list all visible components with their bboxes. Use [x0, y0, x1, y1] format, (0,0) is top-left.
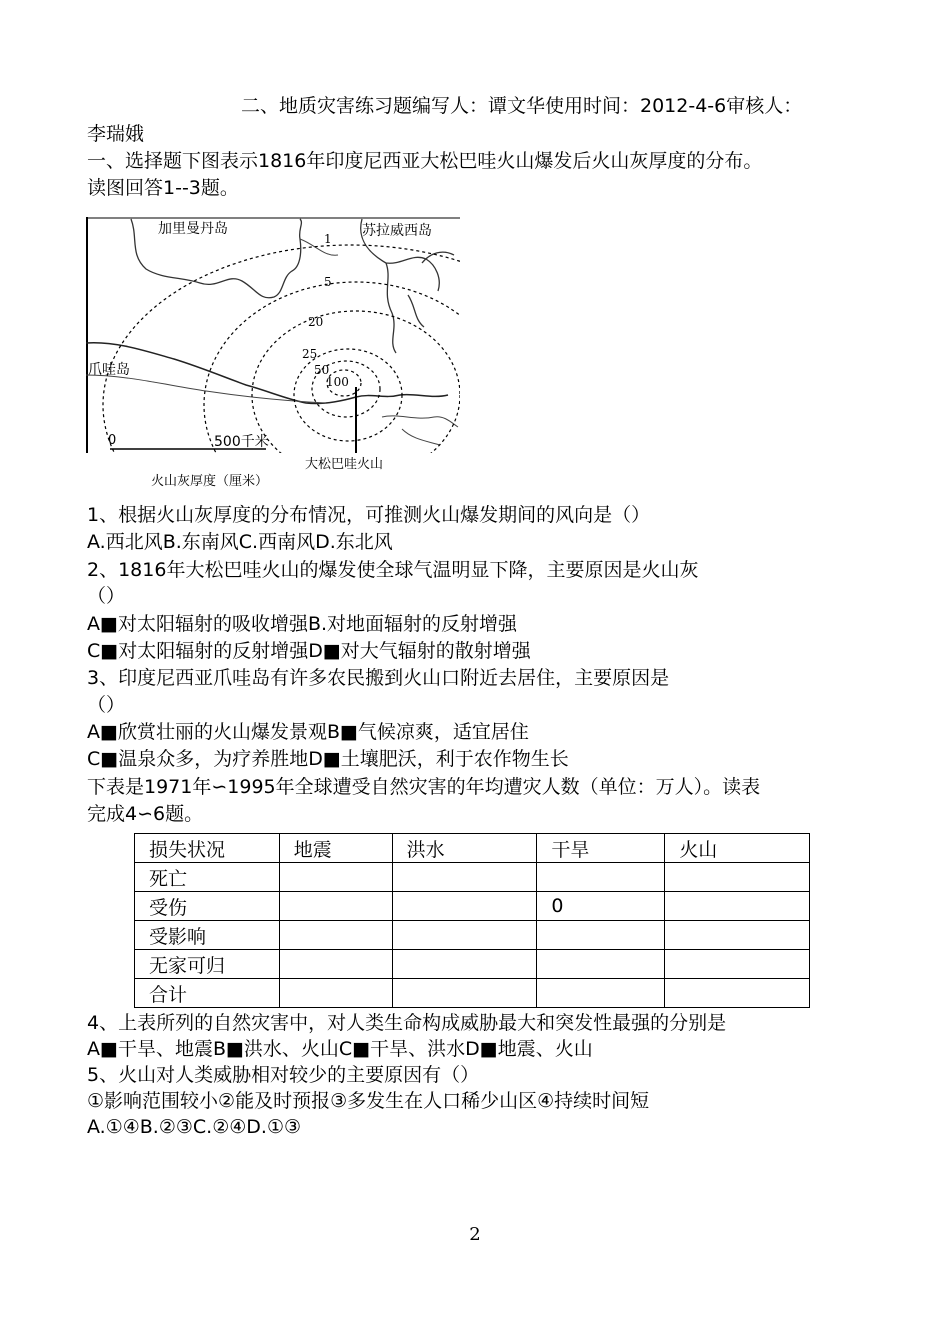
table-cell — [392, 863, 537, 892]
table-cell: 受伤 — [135, 892, 280, 921]
isopach-label-20: 20 — [308, 315, 324, 329]
table-cell — [665, 950, 810, 979]
table-cell: 合计 — [135, 979, 280, 1008]
disaster-loss-table — [134, 833, 810, 1008]
question-4-options: A■干旱、地震B■洪水、火山C■干旱、洪水D■地震、火山 — [87, 1038, 593, 1060]
table-header: 火山 — [665, 834, 810, 863]
table-cell — [537, 921, 665, 950]
table-cell: 受影响 — [135, 921, 280, 950]
table-header: 干旱 — [537, 834, 665, 863]
kalimantan-label: 加里曼丹岛 — [158, 221, 228, 237]
table-cell — [665, 892, 810, 921]
table-cell — [665, 863, 810, 892]
table-row — [135, 979, 810, 1008]
table-row — [135, 892, 810, 921]
scale-distance: 500千米 — [214, 434, 269, 450]
table-header-row — [135, 834, 810, 863]
isopach-label-100: 100 — [326, 375, 349, 389]
question-2-bracket: （） — [87, 585, 126, 607]
table-cell — [279, 892, 392, 921]
question-2-options-ab: A■对太阳辐射的吸收增强B.对地面辐射的反射增强 — [87, 613, 518, 635]
table-cell — [279, 863, 392, 892]
question-3: 3、印度尼西亚爪哇岛有许多农民搬到火山口附近去居住，主要原因是 — [87, 667, 670, 689]
table-cell — [537, 950, 665, 979]
worksheet-title: 二、地质灾害练习题编写人：谭文华使用时间：2012-4-6审核人： — [241, 95, 803, 117]
volcano-label: 大松巴哇火山 — [305, 457, 384, 472]
table-row — [135, 863, 810, 892]
question-5: 5、火山对人类威胁相对较少的主要原因有（） — [87, 1064, 480, 1086]
table-header: 洪水 — [392, 834, 537, 863]
page-number: 2 — [469, 1224, 481, 1245]
table-cell — [537, 863, 665, 892]
question-2: 2、1816年大松巴哇火山的爆发使全球气温明显下降，主要原因是火山灰 — [87, 559, 699, 581]
table-cell: 无家可归 — [135, 950, 280, 979]
question-5-statements: ①影响范围较小②能及时预报③多发生在人口稀少山区④持续时间短 — [87, 1090, 650, 1112]
table-intro: 下表是1971年∽1995年全球遭受自然灾害的年均遭灾人数（单位：万人）。读表 — [87, 776, 761, 798]
sulawesi-label: 苏拉威西岛 — [362, 223, 432, 239]
table-cell — [665, 979, 810, 1008]
question-3-options-cd: C■温泉众多，为疗养胜地D■土壤肥沃，利于农作物生长 — [87, 748, 569, 770]
map-drawing — [86, 217, 460, 453]
java-label: 爪哇岛 — [88, 362, 130, 378]
reviewer-name: 李瑞娥 — [87, 123, 145, 145]
table-cell: 死亡 — [135, 863, 280, 892]
question-3-options-ab: A■欣赏壮丽的火山爆发景观B■气候凉爽，适宜居住 — [87, 721, 529, 743]
table-header: 损失状况 — [135, 834, 280, 863]
table-cell — [392, 892, 537, 921]
table-cell — [392, 950, 537, 979]
section-intro: 一、选择题下图表示1816年印度尼西亚大松巴哇火山爆发后火山灰厚度的分布。 — [87, 150, 763, 172]
table-row — [135, 950, 810, 979]
table-intro-cont: 完成4∽6题。 — [87, 803, 204, 825]
table-row — [135, 921, 810, 950]
isopach-label-50: 50 — [314, 363, 330, 377]
table-header: 地震 — [279, 834, 392, 863]
section-intro-cont: 读图回答1--3题。 — [87, 177, 239, 199]
isopach-label-25: 25 — [302, 347, 318, 361]
table-cell — [279, 979, 392, 1008]
isopach-label-5: 5 — [324, 275, 332, 289]
question-1-options: A.西北风B.东南风C.西南风D.东北风 — [87, 531, 393, 553]
question-3-bracket: （） — [87, 694, 126, 716]
table-cell — [665, 921, 810, 950]
question-2-options-cd: C■对太阳辐射的反射增强D■对大气辐射的散射增强 — [87, 640, 531, 662]
isopach-label-1: 1 — [324, 232, 332, 246]
scale-zero: 0 — [108, 433, 117, 448]
table-cell — [279, 921, 392, 950]
table-cell — [392, 979, 537, 1008]
table-cell — [279, 950, 392, 979]
question-4: 4、上表所列的自然灾害中，对人类生命构成威胁最大和突发性最强的分别是 — [87, 1012, 727, 1034]
question-1: 1、根据火山灰厚度的分布情况，可推测火山爆发期间的风向是（） — [87, 504, 651, 526]
table-cell: 0 — [537, 892, 665, 921]
table-cell — [537, 979, 665, 1008]
ash-thickness-map — [86, 217, 460, 453]
map-legend-caption: 火山灰厚度（厘米） — [151, 474, 269, 489]
table-cell — [392, 921, 537, 950]
question-5-options: A.①④B.②③C.②④D.①③ — [87, 1116, 302, 1138]
